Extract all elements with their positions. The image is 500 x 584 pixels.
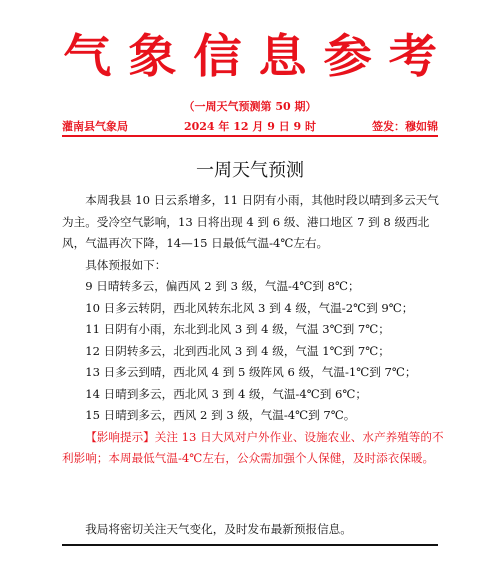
issue-date: 2024 年 12 月 9 日 9 时 [183,120,317,133]
closing-statement: 我局将密切关注天气变化，及时发布最新预报信息。 [85,522,352,536]
header-divider [62,135,438,137]
impact-alert [62,427,444,470]
issue-number: （一周天气预测第 50 期） [183,100,317,113]
forecast-day-10: 10 日多云转阴，西北风转东北风 3 到 4 级，气温-2℃到 9℃； [85,300,414,315]
masthead-title: 气象信息参考 [63,29,454,83]
forecast-intro: 具体预报如下： [85,257,167,272]
forecast-day-11: 11 日阴有小雨，东北到北风 3 到 4 级，气温 3℃到 7℃； [85,322,390,336]
document-title: 一周天气预测 [196,160,304,181]
forecast-day-9: 9 日晴转多云，偏西风 2 到 3 级，气温-4℃到 8℃； [85,279,360,293]
impact-alert-tag: 【影响提示】 [85,429,155,444]
signer: 签发：穆如锦 [371,120,438,133]
summary-paragraph: 本周我县 10 日云系增多，11 日阴有小雨，其他时段以晴到多云天气为主。受冷空气影响，13 日将出现 4 到 6 级、港口地区 7 到 8 级西北风，气温再次下降，14—15 日最低气温-4℃左右。 [62,193,439,250]
forecast-day-14: 14 日晴到多云，西北风 3 到 4 级，气温-4℃到 6℃； [85,386,367,401]
header-meta-row [62,118,438,134]
forecast-day-13: 13 日多云到晴，西北风 4 到 5 级阵风 6 级，气温-1℃到 7℃； [85,365,417,379]
document-body [62,190,444,470]
bureau-name: 灌南县气象局 [62,120,128,133]
forecast-day-12: 12 日阴转多云，北到西北风 3 到 4 级，气温 1℃到 7℃； [85,343,390,358]
impact-alert-text: 关注 13 日大风对户外作业、设施农业、水产养殖等的不利影响；本周最低气温-4℃左右，公众需加强个人保健，及时添衣保暖。 [62,429,444,465]
forecast-day-15: 15 日晴到多云，西风 2 到 3 级，气温-4℃到 7℃。 [85,408,356,422]
footer-divider [62,544,438,546]
